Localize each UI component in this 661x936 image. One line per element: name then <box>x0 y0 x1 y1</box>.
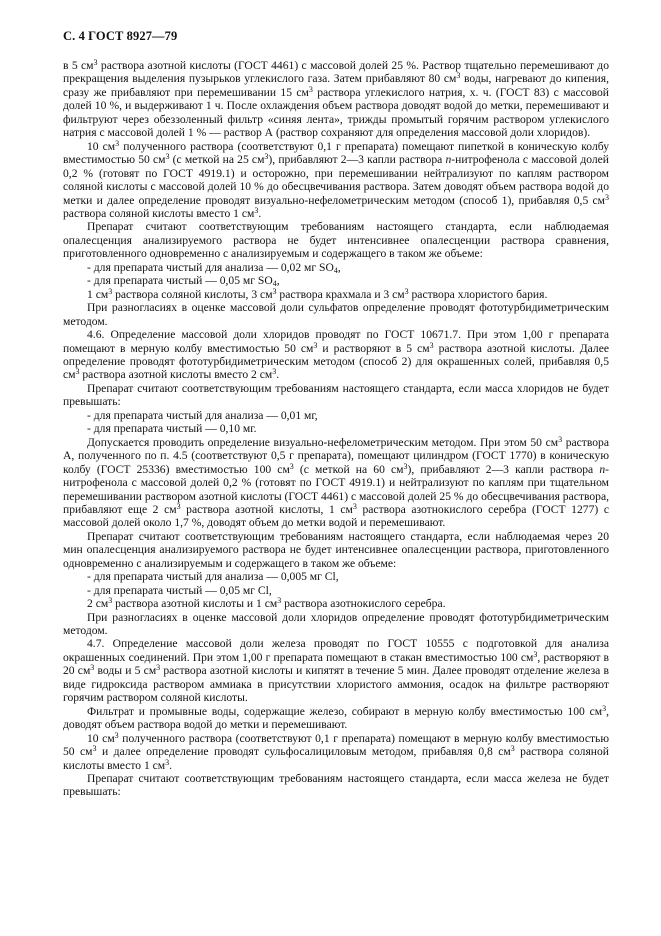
paragraph: Фильтрат и промывные воды, содержащие железо, собирают в мерную колбу вместимостью 100 $см^3$, доводят объем раствора водой до метки и перемешивают. <box>63 703 609 732</box>
paragraph: 10 $см^3$ полученного раствора (соответствуют 0,1 г препарата) помещают в мерную колбу вместимостью 50 $см^3$ и далее определение проводят сульфосалициловым методом, прибавляя 0,8 $см^3$ раствора соляной кислоты вместо 1 $см^3$. <box>63 730 609 772</box>
paragraph: Препарат считают соответствующим требованиям настоящего стандарта, если наблюдаемая через 20 мин опалесценция анализируемого раствора не будет интенсивнее опалесценции раствора, приготовленного одновременно с анализируемым и содержащего в таком же объеме: <box>63 529 609 570</box>
paragraph: При разногласиях в оценке массовой доли сульфатов определение проводят фототурбидиметрическим методом. <box>63 301 609 328</box>
list-item: - для препарата чистый — 0,05 мг Cl, <box>87 583 272 597</box>
list-item: - для препарата чистый — 0,10 мг. <box>87 422 257 436</box>
paragraph: 10 $см^3$ полученного раствора (соответствуют 0,1 г препарата) помещают пипеткой в коническую колбу вместимостью 50 $см^3$ (с меткой на 25 $см^3$), прибавляют 2—3 капли раствора п-нитрофенола с массовой долей 0,2 % (готовят по ГОСТ 4919.1) и осторожно, при перемешивании нейтрализуют по каплям раствором соляной кислоты с массовой долей 10 % до обесцвечивания раствора. Затем доводят объем раствора водой до метки и далее определение проводят визуально-нефелометрическим методом (способ 1), прибавляя 0,5 $см^3$ раствора соляной кислоты вместо 1 $см^3$. <box>63 138 610 220</box>
page-header: С. 4 ГОСТ 8927—79 <box>63 29 178 43</box>
paragraph: Препарат считают соответствующим требованиям настоящего стандарта, если масса железа не будет превышать: <box>63 772 609 799</box>
paragraph: Допускается проводить определение визуально-нефелометрическим методом. При этом 50 $см^3$ раствора А, полученного по п. 4.5 (соответствуют 0,5 г препарата), помещают цилиндром (ГОСТ 1770) в коническую колбу (ГОСТ 25336) вместимостью 100 $см^3$ (с меткой на 60 $см^3$), прибавляют 2—3 капли раствора п-нитрофенола с массовой долей 0,2 % (готовят по ГОСТ 4919.1) и нейтрализуют по каплям при тщательном перемешивании раствором азотной кислоты (ГОСТ 4461) с массовой долей 25 % до обесцвечивания раствора, прибавляют еще 2 $см^3$ раствора азотной кислоты, 1 $см^3$ раствора азотнокислого серебра (ГОСТ 1277) с массовой долей около 1,7 %, доводят объем до метки водой и перемешивают. <box>63 434 609 530</box>
document-body <box>63 59 609 799</box>
list-item: - для препарата чистый для анализа — 0,01 мг, <box>87 408 318 422</box>
list-item: - для препарата чистый для анализа — 0,02 мг $SO_4$, <box>87 260 341 275</box>
paragraph: 2 $см^3$ раствора азотной кислоты и 1 $см^3$ раствора азотнокислого серебра. <box>87 596 446 611</box>
paragraph: 4.6. Определение массовой доли хлоридов проводят по ГОСТ 10671.7. При этом 1,00 г препарата помещают в мерную колбу вместимостью 50 $см^3$ и растворяют в 5 $см^3$ раствора азотной кислоты. Далее определение проводят фототурбидиметрическим методом (способ 2) для окрашенных солей, прибавляя 0,5 $см^3$ раствора азотной кислоты вместо 2 $см^3$. <box>63 328 609 382</box>
list-item: - для препарата чистый — 0,05 мг $SO_4$, <box>87 274 280 289</box>
list-item: - для препарата чистый для анализа — 0,005 мг Cl, <box>87 570 339 584</box>
paragraph: 1 $см^3$ раствора соляной кислоты, 3 $см^3$ раствора крахмала и 3 $см^3$ раствора хлористого бария. <box>87 286 548 301</box>
paragraph: в 5 $см^3$ раствора азотной кислоты (ГОСТ 4461) с массовой долей 25 %. Раствор тщательно перемешивают до прекращения выделения пузырьков углекислого газа. Затем прибавляют 80 $см^3$ воды, нагревают до кипения, сразу же прибавляют при перемешивании 15 $см^3$ раствора углекислого натрия, х. ч. (ГОСТ 83) с массовой долей 10 %, и выдерживают 1 ч. После охлаждения объем раствора доводят водой до метки, перемешивают и фильтруют через обеззоленный фильтр «синяя лента», трижды промытый горячим раствором углекислого натрия с массовой долей 1 % — раствор А (раствор сохраняют для определения массовой доли хлоридов). <box>63 58 610 140</box>
paragraph: Препарат считают соответствующим требованиям настоящего стандарта, если масса хлоридов не будет превышать: <box>63 381 609 409</box>
document-page <box>63 28 609 799</box>
paragraph: При разногласиях в оценке массовой доли хлоридов определение проводят фототурбидиметрическим методом. <box>63 610 609 638</box>
paragraph: Препарат считают соответствующим требованиям настоящего стандарта, если наблюдаемая опалесценция анализируемого раствора не будет интенсивнее опалесценции раствора сравнения, приготовленного одновременно с анализируемым и содержащего в таком же объеме: <box>63 220 609 261</box>
paragraph: 4.7. Определение массовой доли железа проводят по ГОСТ 10555 с подготовкой для анализа окрашенных соединений. При этом 1,00 г препарата помещают в стакан вместимостью 100 $см^3$, растворяют в 20 $см^3$ воды и 5 $см^3$ раствора азотной кислоты и кипятят в течение 5 мин. Далее проводят отделение железа в виде гидроксида раствором аммиака в присутствии хлористого аммония, осадок на фильтре растворяют горячим раствором соляной кислоты. <box>63 637 609 705</box>
